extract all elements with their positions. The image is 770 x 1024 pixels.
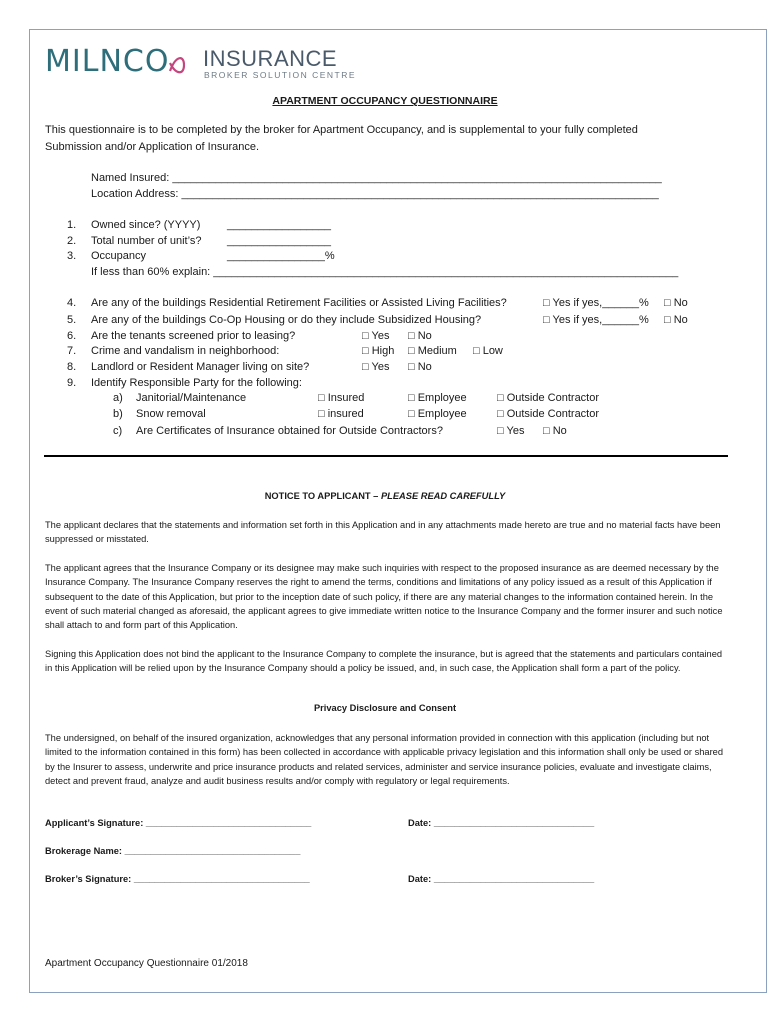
broker-signature-field[interactable]: Broker’s Signature: __________________________________ bbox=[45, 874, 310, 884]
q9a-num: a) bbox=[113, 392, 123, 404]
q9c-yes-checkbox[interactable]: □ Yes bbox=[497, 425, 525, 437]
logo-insurance: INSURANCE bbox=[203, 46, 338, 71]
q5-num: 5. bbox=[67, 314, 77, 326]
privacy-paragraph: The undersigned, on behalf of the insured organization, acknowledges that any personal information provided in connection with this application (including but not limited to the information contained in this form) has been collected in accordance with applicable privacy legislation and this information shall only be used or shared by the Insurer to assess, underwrite and price insurance products and related services, administer and service insurance policies, evaluate and investigate claims, detect and prevent fraud, analyze and audit business results and/or comply with regulatory or legal requirements. bbox=[45, 733, 724, 786]
q9a-label: Janitorial/Maintenance bbox=[136, 392, 247, 404]
date-field-1[interactable]: Date: _______________________________ bbox=[408, 818, 595, 828]
notice-paragraph-3: Signing this Application does not bind the applicant to the Insurance Company to complete the insurance, but is agreed that the statements and particulars contained in this Application will be relied upon by the Insurance Company should a policy be issued, and, in such case, the Application shall form a part of the policy. bbox=[45, 649, 723, 674]
q6-label: Are the tenants screened prior to leasing? bbox=[91, 330, 296, 342]
notice-paragraph-1: The applicant declares that the statements and information set forth in this Application and in any attachments made hereto are true and no material facts have been suppressed or misstated. bbox=[45, 520, 721, 545]
q8-label: Landlord or Resident Manager living on site? bbox=[91, 361, 310, 373]
q7-high-checkbox[interactable]: □ High bbox=[362, 345, 395, 357]
q9a-contractor-checkbox[interactable]: □ Outside Contractor bbox=[497, 392, 600, 404]
notice-title bbox=[0, 491, 770, 501]
privacy-title: Privacy Disclosure and Consent bbox=[313, 703, 457, 713]
q8-yes-checkbox[interactable]: □ Yes bbox=[362, 361, 390, 373]
q4-yes-checkbox[interactable]: □ Yes if yes,______% bbox=[543, 297, 649, 309]
q9b-insured-checkbox[interactable]: □ insured bbox=[318, 408, 364, 420]
location-address-field[interactable]: Location Address: ______________________________________________________________________________ bbox=[91, 188, 659, 200]
logo-loop-icon bbox=[118, 49, 198, 83]
q4-num: 4. bbox=[67, 297, 77, 309]
q9b-employee-checkbox[interactable]: □ Employee bbox=[408, 408, 467, 420]
q9c-num: c) bbox=[113, 425, 123, 437]
q3-label: Occupancy bbox=[91, 250, 147, 262]
q9c-label: Are Certificates of Insurance obtained for Outside Contractors? bbox=[136, 425, 443, 437]
notice-title-italic: PLEASE READ CAREFULLY bbox=[380, 491, 506, 501]
q1-field[interactable]: _________________ bbox=[227, 219, 332, 231]
intro-line-1: This questionnaire is to be completed by the broker for Apartment Occupancy, and is supplemental to your fully completed bbox=[45, 124, 638, 136]
q9-label: Identify Responsible Party for the following: bbox=[91, 377, 302, 389]
q9b-label: Snow removal bbox=[136, 408, 206, 420]
applicant-signature-field[interactable]: Applicant’s Signature: ________________________________ bbox=[45, 818, 312, 828]
q8-num: 8. bbox=[67, 361, 77, 373]
logo-brand: MILNCO bbox=[45, 44, 170, 79]
q8-no-checkbox[interactable]: □ No bbox=[408, 361, 432, 373]
q5-label: Are any of the buildings Co-Op Housing or do they include Subsidized Housing? bbox=[91, 314, 482, 326]
q9b-contractor-checkbox[interactable]: □ Outside Contractor bbox=[497, 408, 600, 420]
q2-field[interactable]: _________________ bbox=[227, 235, 332, 247]
logo-tagline: BROKER SOLUTION CENTRE bbox=[204, 70, 357, 80]
q3-num: 3. bbox=[67, 250, 77, 262]
q5-no-checkbox[interactable]: □ No bbox=[664, 314, 688, 326]
q7-num: 7. bbox=[67, 345, 77, 357]
footer-text: Apartment Occupancy Questionnaire 01/2018 bbox=[45, 958, 248, 969]
q6-num: 6. bbox=[67, 330, 77, 342]
q7-low-checkbox[interactable]: □ Low bbox=[473, 345, 503, 357]
notice-title-text: NOTICE TO APPLICANT – bbox=[264, 491, 381, 501]
q7-label: Crime and vandalism in neighborhood: bbox=[91, 345, 280, 357]
q1-num: 1. bbox=[67, 219, 77, 231]
q9-num: 9. bbox=[67, 377, 77, 389]
notice-paragraph-2: The applicant agrees that the Insurance Company or its designee may make such inquiries with respect to the proposed insurance as are deemed necessary by the Insurance Company. The Insurance Company reserves the right to amend the terms, conditions and limitations of any policy issued as a result of this Application if subsequent to the date of this Application, but prior to the inception date of such policy, if there are any material changes to the information contained herein. In the event of such material changed as aforesaid, the applicant agrees to give immediate written notice to the Insurance Company and the former insurer and such notice shall attach to and form part of this Application. bbox=[45, 563, 723, 631]
q9b-num: b) bbox=[113, 408, 123, 420]
q9a-insured-checkbox[interactable]: □ Insured bbox=[318, 392, 365, 404]
q3-explain-field[interactable]: If less than 60% explain: ____________________________________________________________________________ bbox=[91, 266, 679, 278]
q6-no-checkbox[interactable]: □ No bbox=[408, 330, 432, 342]
q4-no-checkbox[interactable]: □ No bbox=[664, 297, 688, 309]
section-divider bbox=[44, 455, 728, 457]
q2-num: 2. bbox=[67, 235, 77, 247]
q3-field[interactable]: ________________% bbox=[227, 250, 335, 262]
q2-label: Total number of unit’s? bbox=[91, 235, 202, 247]
named-insured-field[interactable]: Named Insured: ________________________________________________________________________________ bbox=[91, 172, 662, 184]
q7-medium-checkbox[interactable]: □ Medium bbox=[408, 345, 457, 357]
brokerage-name-field[interactable]: Brokerage Name: __________________________________ bbox=[45, 846, 301, 856]
q4-label: Are any of the buildings Residential Retirement Facilities or Assisted Living Facilities? bbox=[91, 297, 507, 309]
date-field-2[interactable]: Date: _______________________________ bbox=[408, 874, 595, 884]
q9a-employee-checkbox[interactable]: □ Employee bbox=[408, 392, 467, 404]
q1-label: Owned since? (YYYY) bbox=[91, 219, 201, 231]
intro-line-2: Submission and/or Application of Insurance. bbox=[45, 141, 260, 153]
q6-yes-checkbox[interactable]: □ Yes bbox=[362, 330, 390, 342]
page-title: APARTMENT OCCUPANCY QUESTIONNAIRE bbox=[272, 95, 498, 107]
q5-yes-checkbox[interactable]: □ Yes if yes,______% bbox=[543, 314, 649, 326]
q9c-no-checkbox[interactable]: □ No bbox=[543, 425, 567, 437]
